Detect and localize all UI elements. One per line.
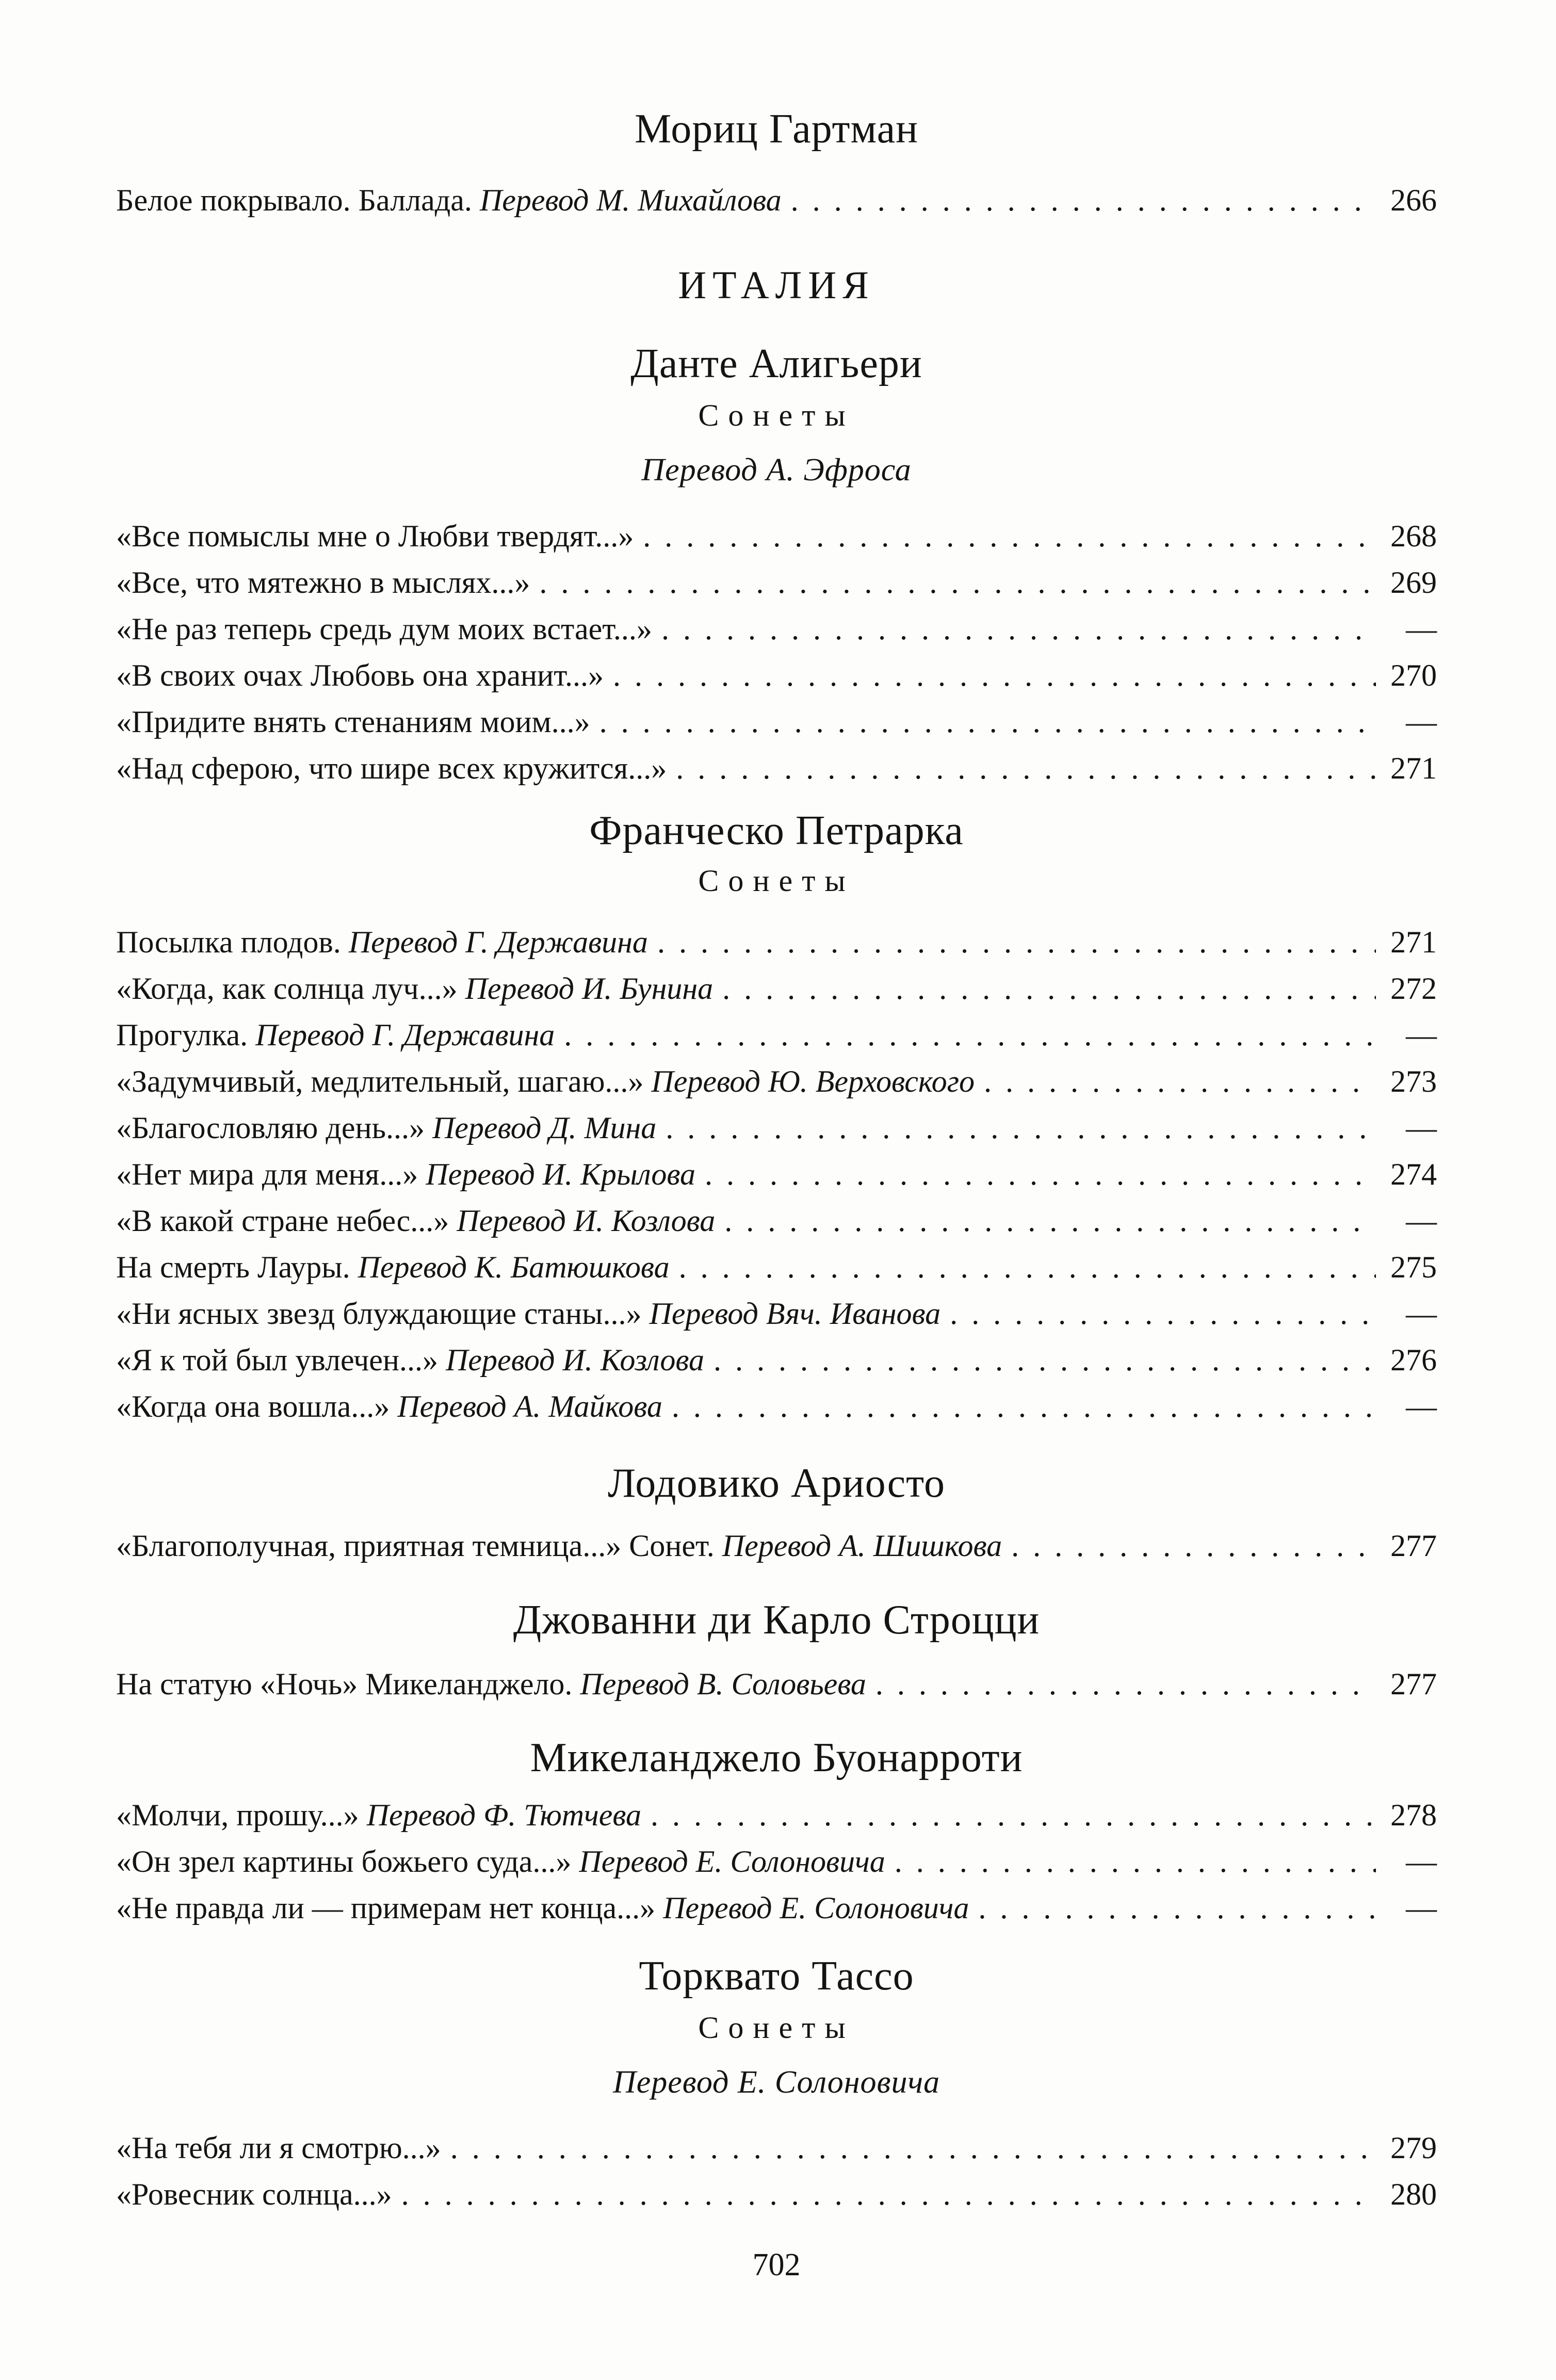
- toc-entry: [116, 1109, 1437, 1146]
- dot-leader: [984, 1063, 1376, 1100]
- entry-title: «Над сферою, что шире всех кружится...»: [116, 751, 667, 785]
- entry-page: 279: [1390, 2131, 1437, 2165]
- toc-entry: [116, 1341, 1437, 1379]
- dot-leader: [643, 517, 1376, 555]
- entry-page: 266: [1390, 183, 1437, 217]
- toc-entry: [116, 1016, 1437, 1054]
- entry-page: 276: [1390, 1343, 1437, 1377]
- entry-title: На смерть Лауры. Перевод К. Батюшкова: [116, 1250, 670, 1284]
- author-heading: Франческо Петрарка: [589, 808, 964, 853]
- entry-page: —: [1406, 705, 1437, 739]
- translator-heading: Перевод Е. Солоновича: [612, 2065, 941, 2100]
- entry-page: 278: [1390, 1798, 1437, 1832]
- entry-title: «Задумчивый, медлительный, шагаю...» Перевод Ю. Верховского: [116, 1064, 975, 1098]
- entry-title: «Не раз теперь средь дум моих встает...»: [116, 612, 652, 646]
- entry-title: Прогулка. Перевод Г. Державина: [116, 1018, 555, 1052]
- entry-page: 277: [1390, 1529, 1437, 1563]
- entry-page: —: [1406, 1297, 1437, 1331]
- entry-page: 269: [1390, 565, 1437, 600]
- entry-page: —: [1406, 1891, 1437, 1925]
- dot-leader: [895, 1843, 1376, 1880]
- entry-page: 271: [1390, 751, 1437, 785]
- dot-leader: [679, 1249, 1376, 1286]
- entry-title: «Все, что мятежно в мыслях...»: [116, 565, 530, 600]
- dot-leader: [651, 1796, 1376, 1834]
- genre-heading: Сонеты: [698, 2011, 855, 2045]
- entry-page: —: [1406, 1844, 1437, 1879]
- toc-entry: [116, 703, 1437, 740]
- entry-page: 275: [1390, 1250, 1437, 1284]
- page-number: 702: [752, 2247, 801, 2282]
- toc-entry: [116, 970, 1437, 1007]
- toc-entry: [116, 657, 1437, 694]
- author-heading: Микеланджело Буонарроти: [530, 1735, 1023, 1780]
- entry-title: «На тебя ли я смотрю...»: [116, 2131, 441, 2165]
- toc-entry: [116, 1843, 1437, 1880]
- dot-leader: [613, 657, 1376, 694]
- entry-page: 280: [1390, 2177, 1437, 2211]
- toc-entry: [116, 1156, 1437, 1193]
- entry-title: «Когда, как солнца луч...» Перевод И. Бунина: [116, 972, 714, 1006]
- country-heading: ИТАЛИЯ: [678, 264, 875, 307]
- dot-leader: [978, 1889, 1376, 1926]
- dot-leader: [672, 1388, 1376, 1425]
- dot-leader: [676, 750, 1376, 787]
- entry-page: 268: [1390, 519, 1437, 553]
- entry-title: «Ровесник солнца...»: [116, 2177, 392, 2211]
- genre-heading: Сонеты: [698, 864, 855, 898]
- dot-leader: [657, 924, 1376, 961]
- author-heading: Торквато Тассо: [639, 1953, 914, 1999]
- dot-leader: [666, 1109, 1376, 1146]
- toc-page: [116, 0, 1437, 2380]
- author-heading: Лодовико Ариосто: [607, 1461, 946, 1506]
- translator-heading: Перевод А. Эфроса: [641, 452, 912, 488]
- entry-title: «Благополучная, приятная темница...» Сонет. Перевод А. Шишкова: [116, 1529, 1002, 1563]
- entry-title: «Он зрел картины божьего суда...» Перевод Е. Солоновича: [116, 1844, 885, 1879]
- toc-entry: [116, 1063, 1437, 1100]
- author-heading: Данте Алигьери: [630, 341, 922, 386]
- dot-leader: [599, 703, 1376, 740]
- toc-entry: [116, 1295, 1437, 1332]
- author-heading: Джованни ди Карло Строцци: [513, 1597, 1040, 1643]
- dot-leader: [791, 182, 1376, 219]
- toc-entry: [116, 564, 1437, 601]
- entry-page: 277: [1390, 1667, 1437, 1701]
- entry-page: 271: [1390, 925, 1437, 959]
- entry-title: «Не правда ли — примерам нет конца...» Перевод Е. Солоновича: [116, 1891, 969, 1925]
- dot-leader: [722, 970, 1376, 1007]
- entry-title: «Когда она вошла...» Перевод А. Майкова: [116, 1389, 662, 1423]
- toc-entry: [116, 1889, 1437, 1926]
- entry-page: —: [1406, 1018, 1437, 1052]
- toc-entry: [116, 1249, 1437, 1286]
- entry-page: —: [1406, 1111, 1437, 1145]
- entry-page: 270: [1390, 658, 1437, 692]
- entry-title: «Я к той был увлечен...» Перевод И. Козлова: [116, 1343, 704, 1377]
- toc-entry: [116, 1388, 1437, 1425]
- entry-title: Белое покрывало. Баллада. Перевод М. Михайлова: [116, 183, 782, 217]
- toc-entry: [116, 1796, 1437, 1834]
- dot-leader: [450, 2129, 1376, 2166]
- dot-leader: [661, 610, 1376, 647]
- entry-title: «Все помыслы мне о Любви твердят...»: [116, 519, 634, 553]
- dot-leader: [1011, 1527, 1376, 1564]
- entry-title: «Благословляю день...» Перевод Д. Мина: [116, 1111, 657, 1145]
- dot-leader: [714, 1341, 1376, 1379]
- entry-page: 273: [1390, 1064, 1437, 1098]
- dot-leader: [724, 1202, 1376, 1239]
- entry-page: 272: [1390, 972, 1437, 1006]
- dot-leader: [539, 564, 1376, 601]
- dot-leader: [401, 2176, 1376, 2213]
- entry-page: —: [1406, 1204, 1437, 1238]
- entry-title: На статую «Ночь» Микеланджело. Перевод В. Соловьева: [116, 1667, 866, 1701]
- toc-entry: [116, 1527, 1437, 1564]
- entry-title: «Ни ясных звезд блуждающие станы...» Перевод Вяч. Иванова: [116, 1297, 941, 1331]
- entry-page: —: [1406, 612, 1437, 646]
- author-heading: Мориц Гартман: [635, 106, 918, 152]
- entry-page: 274: [1390, 1157, 1437, 1191]
- toc-entry: [116, 2176, 1437, 2213]
- toc-entry: [116, 517, 1437, 555]
- entry-title: Посылка плодов. Перевод Г. Державина: [116, 925, 648, 959]
- toc-entry: [116, 750, 1437, 787]
- toc-entry: [116, 924, 1437, 961]
- entry-title: «Придите внять стенаниям моим...»: [116, 705, 590, 739]
- entry-title: «В своих очах Любовь она хранит...»: [116, 658, 604, 692]
- toc-entry: [116, 2129, 1437, 2166]
- entry-title: «В какой стране небес...» Перевод И. Козлова: [116, 1204, 716, 1238]
- dot-leader: [564, 1016, 1376, 1054]
- entry-title: «Нет мира для меня...» Перевод И. Крылова: [116, 1157, 696, 1191]
- dot-leader: [705, 1156, 1376, 1193]
- entry-page: —: [1406, 1389, 1437, 1423]
- dot-leader: [876, 1665, 1376, 1703]
- toc-entry: [116, 1665, 1437, 1703]
- genre-heading: Сонеты: [698, 398, 855, 432]
- dot-leader: [950, 1295, 1376, 1332]
- toc-entry: [116, 182, 1437, 219]
- entry-title: «Молчи, прошу...» Перевод Ф. Тютчева: [116, 1798, 641, 1832]
- toc-entry: [116, 1202, 1437, 1239]
- toc-entry: [116, 610, 1437, 647]
